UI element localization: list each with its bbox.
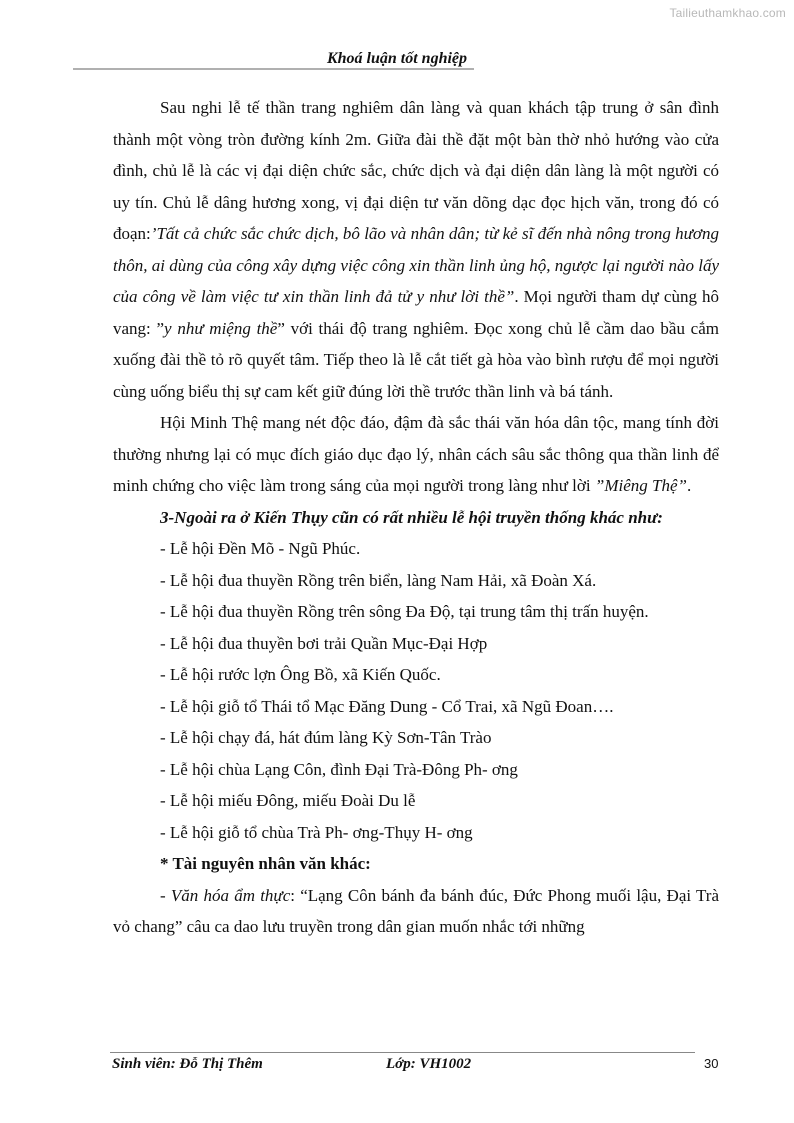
page-header-title: Khoá luận tốt nghiệp (326, 50, 468, 67)
festival-list (113, 533, 719, 848)
text: : “Lạng Côn bánh đa bánh đúc, Đức Phong muối lậu, Đại Trà vỏ chang” câu ca dao lưu truyền trong dân gian muốn nhắc tới những (113, 885, 720, 936)
quote-mieng-the: ”Miêng Thệ” (594, 476, 687, 495)
list-item: - Lễ hội rước lợn Ông Bồ, xã Kiến Quốc. (160, 665, 441, 684)
watermark: Tailieuthamkhao.com (669, 6, 786, 20)
footer-divider (110, 1052, 695, 1053)
header-divider (73, 68, 474, 70)
text: Hội Minh Thệ mang nét độc đáo, đậm đà sắc thái văn hóa dân tộc, mang tính đời thường nhưng lại có mục đích giáo dục đạo lý, nhân cách sâu sắc thông qua thần linh để minh chứng cho việc làm trong sáng của mọi người trong làng như lời (113, 413, 719, 495)
paragraph-ceremony (113, 92, 719, 407)
list-item: - Lễ hội miếu Đông, miếu Đoài Du lễ (160, 791, 416, 810)
list-item: - Lễ hội Đền Mõ - Ngũ Phúc. (160, 539, 361, 558)
list-item: - Lễ hội giỗ tổ chùa Trà Ph- ơng-Thụy H- ơng (160, 822, 473, 842)
quote-proclamation: ’Tất cả chức sắc chức dịch, bô lão và nhân dân; từ kẻ sĩ đến nhà nông trong hương thôn, ai dùng của công xây dựng việc công xin thần linh ủng hộ, ngược lại người nào lấy của công về làm việc tư xin thần linh đả tử y như lời thề” (113, 224, 719, 306)
list-item: - Lễ hội chùa Lạng Côn, đình Đại Trà-Đông Ph- ơng (160, 759, 518, 779)
page-number: 30 (704, 1056, 719, 1071)
list-item: - Lễ hội chạy đá, hát đúm làng Kỳ Sơn-Tân Trào (160, 728, 492, 747)
section-heading-festivals: 3-Ngoài ra ở Kiến Thụy cũn có rất nhiều lễ hội truyền thống khác như: (160, 507, 663, 527)
list-item: - Lễ hội giỗ tổ Thái tổ Mạc Đăng Dung - Cổ Trai, xã Ngũ Đoan…. (160, 696, 614, 716)
text: . Mọi người tham dự cùng hô vang: ” (113, 287, 719, 338)
footer-class: Lớp: VH1002 (386, 1056, 472, 1072)
list-item: - Lễ hội đua thuyền Rồng trên sông Đa Độ, tại trung tâm thị trấn huyện. (160, 602, 649, 621)
text: Sau nghi lễ tế thần trang nghiêm dân làng và quan khách tập trung ở sân đình thành một vòng tròn đường kính 2m. Giữa đài thề đặt một bàn thờ nhỏ hướng vào cửa đình, chủ lễ là các vị đại diện chức sắc, chức dịch và đại diện dân làng là một người có uy tín. Chủ lễ dâng hương xong, vị đại diện tư văn dõng dạc đọc hịch văn, trong đó có đoạn: (113, 98, 719, 243)
list-item: - Lễ hội đua thuyền Rồng trên biển, làng Nam Hải, xã Đoàn Xá. (160, 570, 597, 590)
footer-student: Sinh viên: Đỗ Thị Thêm (112, 1056, 263, 1072)
paragraph-cuisine (113, 880, 719, 943)
text: - (160, 885, 171, 905)
quote-oath: y như miệng thề (164, 318, 278, 338)
text: . (686, 476, 692, 495)
list-item: - Lễ hội đua thuyền bơi trải Quần Mục-Đại Hợp (160, 633, 488, 653)
term-cuisine: Văn hóa ẩm thực (170, 885, 291, 905)
document-body (113, 92, 719, 943)
section-heading-resources: * Tài nguyên nhân văn khác: (160, 854, 371, 873)
text: ” với thái độ trang nghiêm. Đọc xong chủ lễ cầm dao bầu cắm xuống đài thề tỏ rõ quyết tâm. Tiếp theo là lễ cắt tiết gà hòa vào bình rượu để mọi người cùng uống biểu thị sự cam kết giữ đúng lời thề trước thần linh và bá tánh. (113, 318, 719, 401)
paragraph-minh-the (113, 407, 719, 502)
